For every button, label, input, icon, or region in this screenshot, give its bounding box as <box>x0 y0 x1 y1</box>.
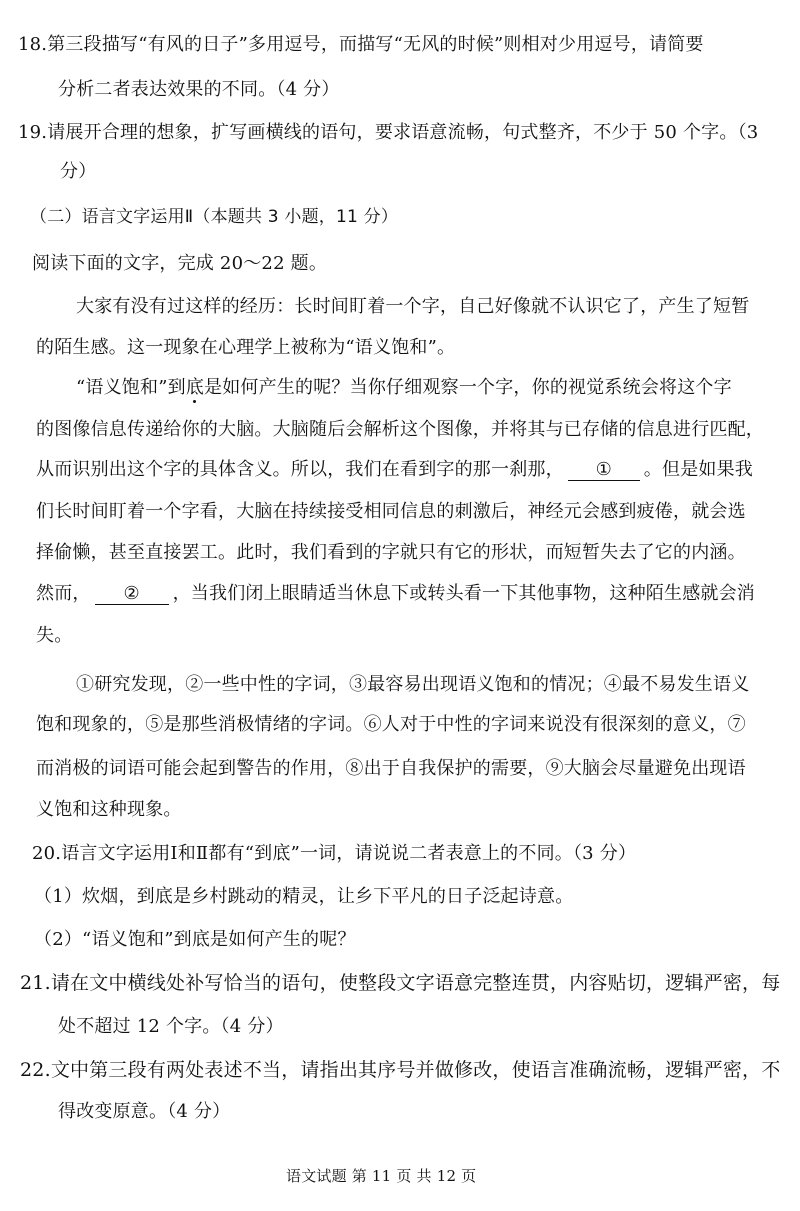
p2-line3-text-a: 从而识别出这个字的具体含义。所以，我们在看到字的那一刹那， <box>36 459 564 480</box>
passage-p2-line-7: 失。 <box>36 625 73 646</box>
p2-line3-text-b: 。但是如果我 <box>643 459 753 480</box>
q20-item-2: （2）“语义饱和”到底是如何产生的呢？ <box>34 929 356 950</box>
q19-line-2: 分） <box>60 161 97 182</box>
passage-p2-line-1 <box>76 376 732 400</box>
q21-line-2: 处不超过 12 个字。（4 分） <box>58 1016 284 1037</box>
q22-line-1: 22.文中第三段有两处表述不当，请指出其序号并做修改，使语言准确流畅，逻辑严密，不 <box>20 1059 781 1081</box>
passage-p2-line-3 <box>36 458 753 482</box>
passage-p2-line-6 <box>36 582 755 606</box>
q18-line-1: 18.第三段描写“有风的日子”多用逗号，而描写“无风的时候”则相对少用逗号，请简要 <box>18 34 704 55</box>
q20-item-1: （1）炊烟，到底是乡村跳动的精灵，让乡下平凡的日子泛起诗意。 <box>34 886 574 907</box>
q20-stem: 20.语言文字运用Ⅰ和Ⅱ都有“到底”一词，请说说二者表意上的不同。（3 分） <box>32 843 637 864</box>
q18-line-2: 分析二者表达效果的不同。（4 分） <box>58 79 340 100</box>
passage-p3-line-2: 饱和现象的，⑤是那些消极情绪的字词。⑥人对于中性的字词来说没有很深刻的意义，⑦ <box>36 714 746 735</box>
passage-p1-line-2: 的陌生感。这一现象在心理学上被称为“语义饱和”。 <box>36 337 456 358</box>
p2-text-b: 是如何产生的呢？当你仔细观察一个字，你的视觉系统会将这个字 <box>204 377 732 398</box>
fill-blank-2[interactable]: ② <box>95 584 169 605</box>
passage-p2-line-5: 择偷懒，甚至直接罢工。此时，我们看到的字就只有它的形状，而短暂失去了它的内涵。 <box>36 542 746 563</box>
p2-line6-text-b: ，当我们闭上眼睛适当休息下或转头看一下其他事物，这种陌生感就会消 <box>172 583 756 604</box>
q22-line-2: 得改变原意。（4 分） <box>58 1101 231 1122</box>
passage-p2-line-2: 的图像信息传递给你的大脑。大脑随后会解析这个图像，并将其与已存储的信息进行匹配， <box>36 419 764 440</box>
fill-blank-1[interactable]: ① <box>568 460 640 481</box>
passage-p3-line-3: 而消极的词语可能会起到警告的作用，⑧出于自我保护的需要，⑨大脑会尽量避免出现语 <box>36 758 746 779</box>
page-footer: 语文试题 第 11 页 共 12 页 <box>286 1167 477 1185</box>
p2-text-a: “语义饱和”到 <box>76 377 186 398</box>
q21-line-1: 21.请在文中横线处补写恰当的语句，使整段文字语意完整连贯，内容贴切，逻辑严密，每 <box>20 972 781 994</box>
passage-p3-line-1: ①研究发现，②一些中性的字词，③最容易出现语义饱和的情况；④最不易发生语义 <box>76 674 750 695</box>
reading-instruction: 阅读下面的文字，完成 20～22 题。 <box>32 253 328 274</box>
p2-line6-text-a: 然而， <box>36 583 91 604</box>
passage-p2-line-4: 们长时间盯着一个字看，大脑在持续接受相同信息的刺激后，神经元会感到疲倦，就会选 <box>36 501 746 522</box>
section-heading: （二）语言文字运用Ⅱ（本题共 3 小题，11 分） <box>30 207 399 227</box>
passage-p3-line-4: 义饱和这种现象。 <box>36 799 182 820</box>
emphasis-dot-char: 底 <box>185 377 205 398</box>
passage-p1-line-1: 大家有没有过这样的经历：长时间盯着一个字，自己好像就不认识它了，产生了短暂 <box>76 296 750 317</box>
q19-line-1: 19.请展开合理的想象，扩写画横线的语句，要求语意流畅，句式整齐，不少于 50 个字。（3 <box>18 122 759 143</box>
